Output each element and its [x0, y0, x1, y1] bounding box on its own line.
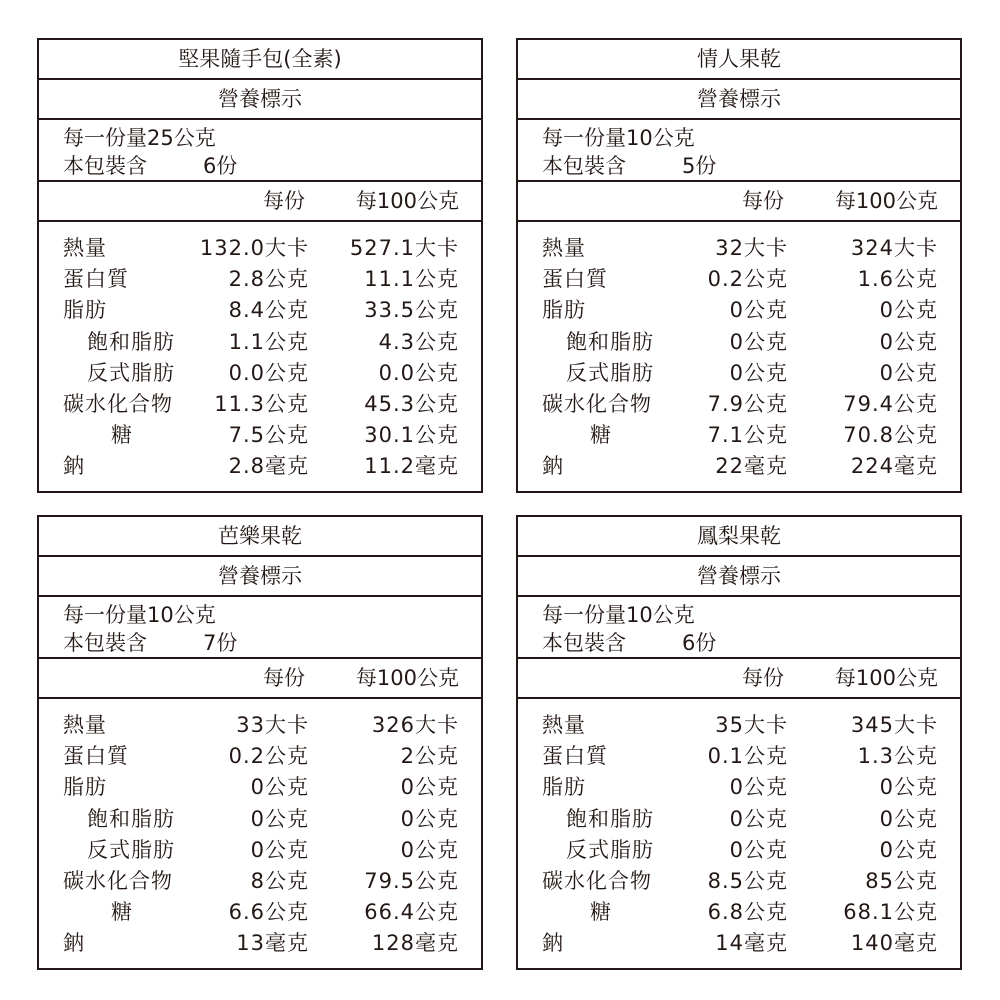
per-100g-header: 每100公克: [355, 189, 459, 213]
panel-subtitle: 營養標示: [39, 80, 481, 120]
per-100g-value: 11.1公克: [364, 267, 459, 292]
row-protein: [518, 741, 960, 772]
servings-label: 本包裝含: [542, 631, 626, 655]
servings-value: 5份: [682, 154, 717, 178]
nutrient-label: 飽和脂肪: [87, 329, 175, 354]
per-100g-value: 79.5公克: [364, 868, 459, 893]
per-serving-value: 8.4公克: [228, 298, 309, 323]
nutrient-label: 熱量: [542, 236, 586, 260]
nutrient-label: 糖: [111, 900, 133, 925]
nutrient-label: 碳水化合物: [63, 868, 173, 893]
nutrient-label: 脂肪: [542, 775, 586, 800]
per-serving-value: 0公克: [250, 837, 309, 862]
nutrient-label: 鈉: [542, 454, 564, 479]
row-protein: [39, 741, 481, 772]
per-100g-value: 326大卡: [371, 713, 459, 737]
per-serving-value: 0公克: [729, 298, 788, 323]
nutrient-label: 飽和脂肪: [87, 806, 175, 831]
product-title: 情人果乾: [518, 40, 960, 80]
servings-value: 6份: [682, 631, 717, 655]
servings-value: 7份: [203, 631, 238, 655]
nutrient-label: 脂肪: [542, 298, 586, 323]
per-serving-value: 13毫克: [236, 931, 309, 956]
nutrient-label: 飽和脂肪: [566, 329, 654, 354]
per-serving-value: 2.8毫克: [228, 454, 309, 479]
row-calories: [39, 233, 481, 264]
row-sugar: [39, 420, 481, 451]
nutrient-label: 蛋白質: [63, 744, 129, 769]
per-100g-value: 0公克: [879, 298, 938, 323]
per-serving-value: 1.1公克: [228, 329, 309, 354]
servings-line: [542, 629, 960, 657]
nutrient-label: 反式脂肪: [566, 837, 654, 862]
per-100g-value: 324大卡: [850, 236, 938, 260]
per-serving-value: 0公克: [729, 360, 788, 385]
row-carbohydrate: [39, 866, 481, 897]
serving-size-line: [63, 601, 481, 629]
nutrient-label: 碳水化合物: [542, 391, 652, 416]
serving-size-label: 每一份量: [542, 126, 626, 150]
row-protein: [39, 264, 481, 295]
per-100g-value: 0公克: [879, 360, 938, 385]
row-sugar: [518, 897, 960, 928]
row-trans-fat: [518, 358, 960, 389]
serving-size-line: [542, 124, 960, 152]
per-100g-header: 每100公克: [834, 666, 938, 690]
row-saturated-fat: [518, 804, 960, 835]
per-serving-header: 每份: [263, 666, 305, 690]
per-100g-value: 345大卡: [850, 713, 938, 737]
row-carbohydrate: [518, 866, 960, 897]
per-serving-value: 7.5公克: [228, 423, 309, 448]
product-title: 堅果隨手包(全素): [39, 40, 481, 80]
nutrient-label: 脂肪: [63, 775, 107, 800]
nutrient-label: 反式脂肪: [87, 837, 175, 862]
nutrient-label: 蛋白質: [63, 267, 129, 292]
row-fat: [518, 295, 960, 326]
per-100g-value: 0公克: [879, 806, 938, 831]
servings-label: 本包裝含: [63, 154, 147, 178]
per-100g-value: 68.1公克: [843, 900, 938, 925]
per-serving-value: 22毫克: [715, 454, 788, 479]
nutrient-rows: [518, 699, 960, 968]
row-sodium: [39, 928, 481, 959]
servings-line: [542, 152, 960, 180]
column-header: [518, 182, 960, 222]
per-serving-value: 0.1公克: [707, 744, 788, 769]
per-100g-value: 0.0公克: [378, 360, 459, 385]
per-100g-value: 0公克: [879, 775, 938, 800]
per-serving-value: 0公克: [250, 775, 309, 800]
serving-size-value: 10公克: [626, 126, 695, 150]
nutrient-label: 飽和脂肪: [566, 806, 654, 831]
nutrient-label: 鈉: [63, 454, 85, 479]
row-saturated-fat: [518, 327, 960, 358]
per-serving-header: 每份: [742, 666, 784, 690]
serving-info: [518, 597, 960, 659]
product-title: 鳳梨果乾: [518, 517, 960, 557]
serving-info: [39, 597, 481, 659]
nutrition-panel: [37, 38, 483, 493]
serving-size-line: [542, 601, 960, 629]
per-serving-value: 0.0公克: [228, 360, 309, 385]
per-serving-header: 每份: [263, 189, 305, 213]
row-sugar: [518, 420, 960, 451]
per-serving-value: 8.5公克: [707, 868, 788, 893]
per-serving-value: 0公克: [729, 329, 788, 354]
nutrient-label: 鈉: [63, 931, 85, 956]
panel-subtitle: 營養標示: [518, 557, 960, 597]
per-100g-value: 11.2毫克: [364, 454, 459, 479]
row-sugar: [39, 897, 481, 928]
row-saturated-fat: [39, 804, 481, 835]
per-100g-value: 66.4公克: [364, 900, 459, 925]
nutrient-label: 蛋白質: [542, 267, 608, 292]
per-serving-value: 35大卡: [715, 713, 788, 737]
per-100g-value: 0公克: [400, 837, 459, 862]
per-100g-value: 140毫克: [850, 931, 938, 956]
row-carbohydrate: [518, 389, 960, 420]
nutrition-panel: [516, 38, 962, 493]
nutrient-label: 糖: [590, 423, 612, 448]
servings-value: 6份: [203, 154, 238, 178]
row-sodium: [39, 451, 481, 482]
per-serving-header: 每份: [742, 189, 784, 213]
per-100g-value: 45.3公克: [364, 391, 459, 416]
nutrient-label: 熱量: [63, 236, 107, 260]
serving-size-value: 10公克: [147, 603, 216, 627]
per-serving-value: 0.2公克: [228, 744, 309, 769]
serving-size-label: 每一份量: [542, 603, 626, 627]
column-header: [518, 659, 960, 699]
per-100g-value: 0公克: [879, 329, 938, 354]
per-100g-value: 128毫克: [371, 931, 459, 956]
row-calories: [518, 233, 960, 264]
panel-subtitle: 營養標示: [518, 80, 960, 120]
nutrition-panel: [516, 515, 962, 970]
row-trans-fat: [39, 835, 481, 866]
per-serving-value: 132.0大卡: [199, 236, 309, 260]
nutrient-rows: [518, 222, 960, 491]
per-serving-value: 0公克: [729, 806, 788, 831]
per-serving-value: 0公克: [729, 837, 788, 862]
per-serving-value: 6.8公克: [707, 900, 788, 925]
per-100g-value: 0公克: [400, 806, 459, 831]
panel-subtitle: 營養標示: [39, 557, 481, 597]
row-fat: [39, 772, 481, 803]
serving-info: [518, 120, 960, 182]
servings-line: [63, 152, 481, 180]
per-serving-value: 0公克: [729, 775, 788, 800]
serving-info: [39, 120, 481, 182]
serving-size-label: 每一份量: [63, 603, 147, 627]
row-sodium: [518, 451, 960, 482]
per-100g-value: 30.1公克: [364, 423, 459, 448]
nutrient-label: 碳水化合物: [542, 868, 652, 893]
row-saturated-fat: [39, 327, 481, 358]
per-100g-value: 85公克: [865, 868, 938, 893]
per-serving-value: 14毫克: [715, 931, 788, 956]
nutrient-label: 脂肪: [63, 298, 107, 323]
per-serving-value: 7.1公克: [707, 423, 788, 448]
nutrient-label: 鈉: [542, 931, 564, 956]
row-calories: [518, 710, 960, 741]
per-serving-value: 33大卡: [236, 713, 309, 737]
per-100g-value: 1.6公克: [857, 267, 938, 292]
nutrient-rows: [39, 699, 481, 968]
per-100g-value: 33.5公克: [364, 298, 459, 323]
serving-size-value: 25公克: [147, 126, 216, 150]
per-100g-value: 0公克: [879, 837, 938, 862]
nutrient-label: 反式脂肪: [87, 360, 175, 385]
servings-label: 本包裝含: [542, 154, 626, 178]
per-100g-value: 2公克: [400, 744, 459, 769]
servings-line: [63, 629, 481, 657]
row-fat: [518, 772, 960, 803]
nutrient-label: 蛋白質: [542, 744, 608, 769]
per-100g-value: 0公克: [400, 775, 459, 800]
nutrient-label: 熱量: [63, 713, 107, 737]
per-100g-value: 79.4公克: [843, 391, 938, 416]
per-100g-header: 每100公克: [355, 666, 459, 690]
row-trans-fat: [39, 358, 481, 389]
column-header: [39, 182, 481, 222]
per-100g-value: 1.3公克: [857, 744, 938, 769]
nutrient-label: 糖: [111, 423, 133, 448]
row-calories: [39, 710, 481, 741]
nutrient-rows: [39, 222, 481, 491]
per-serving-value: 6.6公克: [228, 900, 309, 925]
row-carbohydrate: [39, 389, 481, 420]
per-100g-value: 527.1大卡: [349, 236, 459, 260]
nutrient-label: 反式脂肪: [566, 360, 654, 385]
nutrition-panel: [37, 515, 483, 970]
serving-size-line: [63, 124, 481, 152]
nutrient-label: 碳水化合物: [63, 391, 173, 416]
per-100g-value: 70.8公克: [843, 423, 938, 448]
per-serving-value: 7.9公克: [707, 391, 788, 416]
product-title: 芭樂果乾: [39, 517, 481, 557]
per-100g-header: 每100公克: [834, 189, 938, 213]
nutrient-label: 糖: [590, 900, 612, 925]
serving-size-value: 10公克: [626, 603, 695, 627]
row-trans-fat: [518, 835, 960, 866]
row-sodium: [518, 928, 960, 959]
per-serving-value: 32大卡: [715, 236, 788, 260]
serving-size-label: 每一份量: [63, 126, 147, 150]
per-100g-value: 224毫克: [850, 454, 938, 479]
column-header: [39, 659, 481, 699]
row-protein: [518, 264, 960, 295]
per-serving-value: 2.8公克: [228, 267, 309, 292]
servings-label: 本包裝含: [63, 631, 147, 655]
row-fat: [39, 295, 481, 326]
per-serving-value: 8公克: [250, 868, 309, 893]
per-100g-value: 4.3公克: [378, 329, 459, 354]
per-serving-value: 0公克: [250, 806, 309, 831]
per-serving-value: 0.2公克: [707, 267, 788, 292]
nutrient-label: 熱量: [542, 713, 586, 737]
per-serving-value: 11.3公克: [214, 391, 309, 416]
